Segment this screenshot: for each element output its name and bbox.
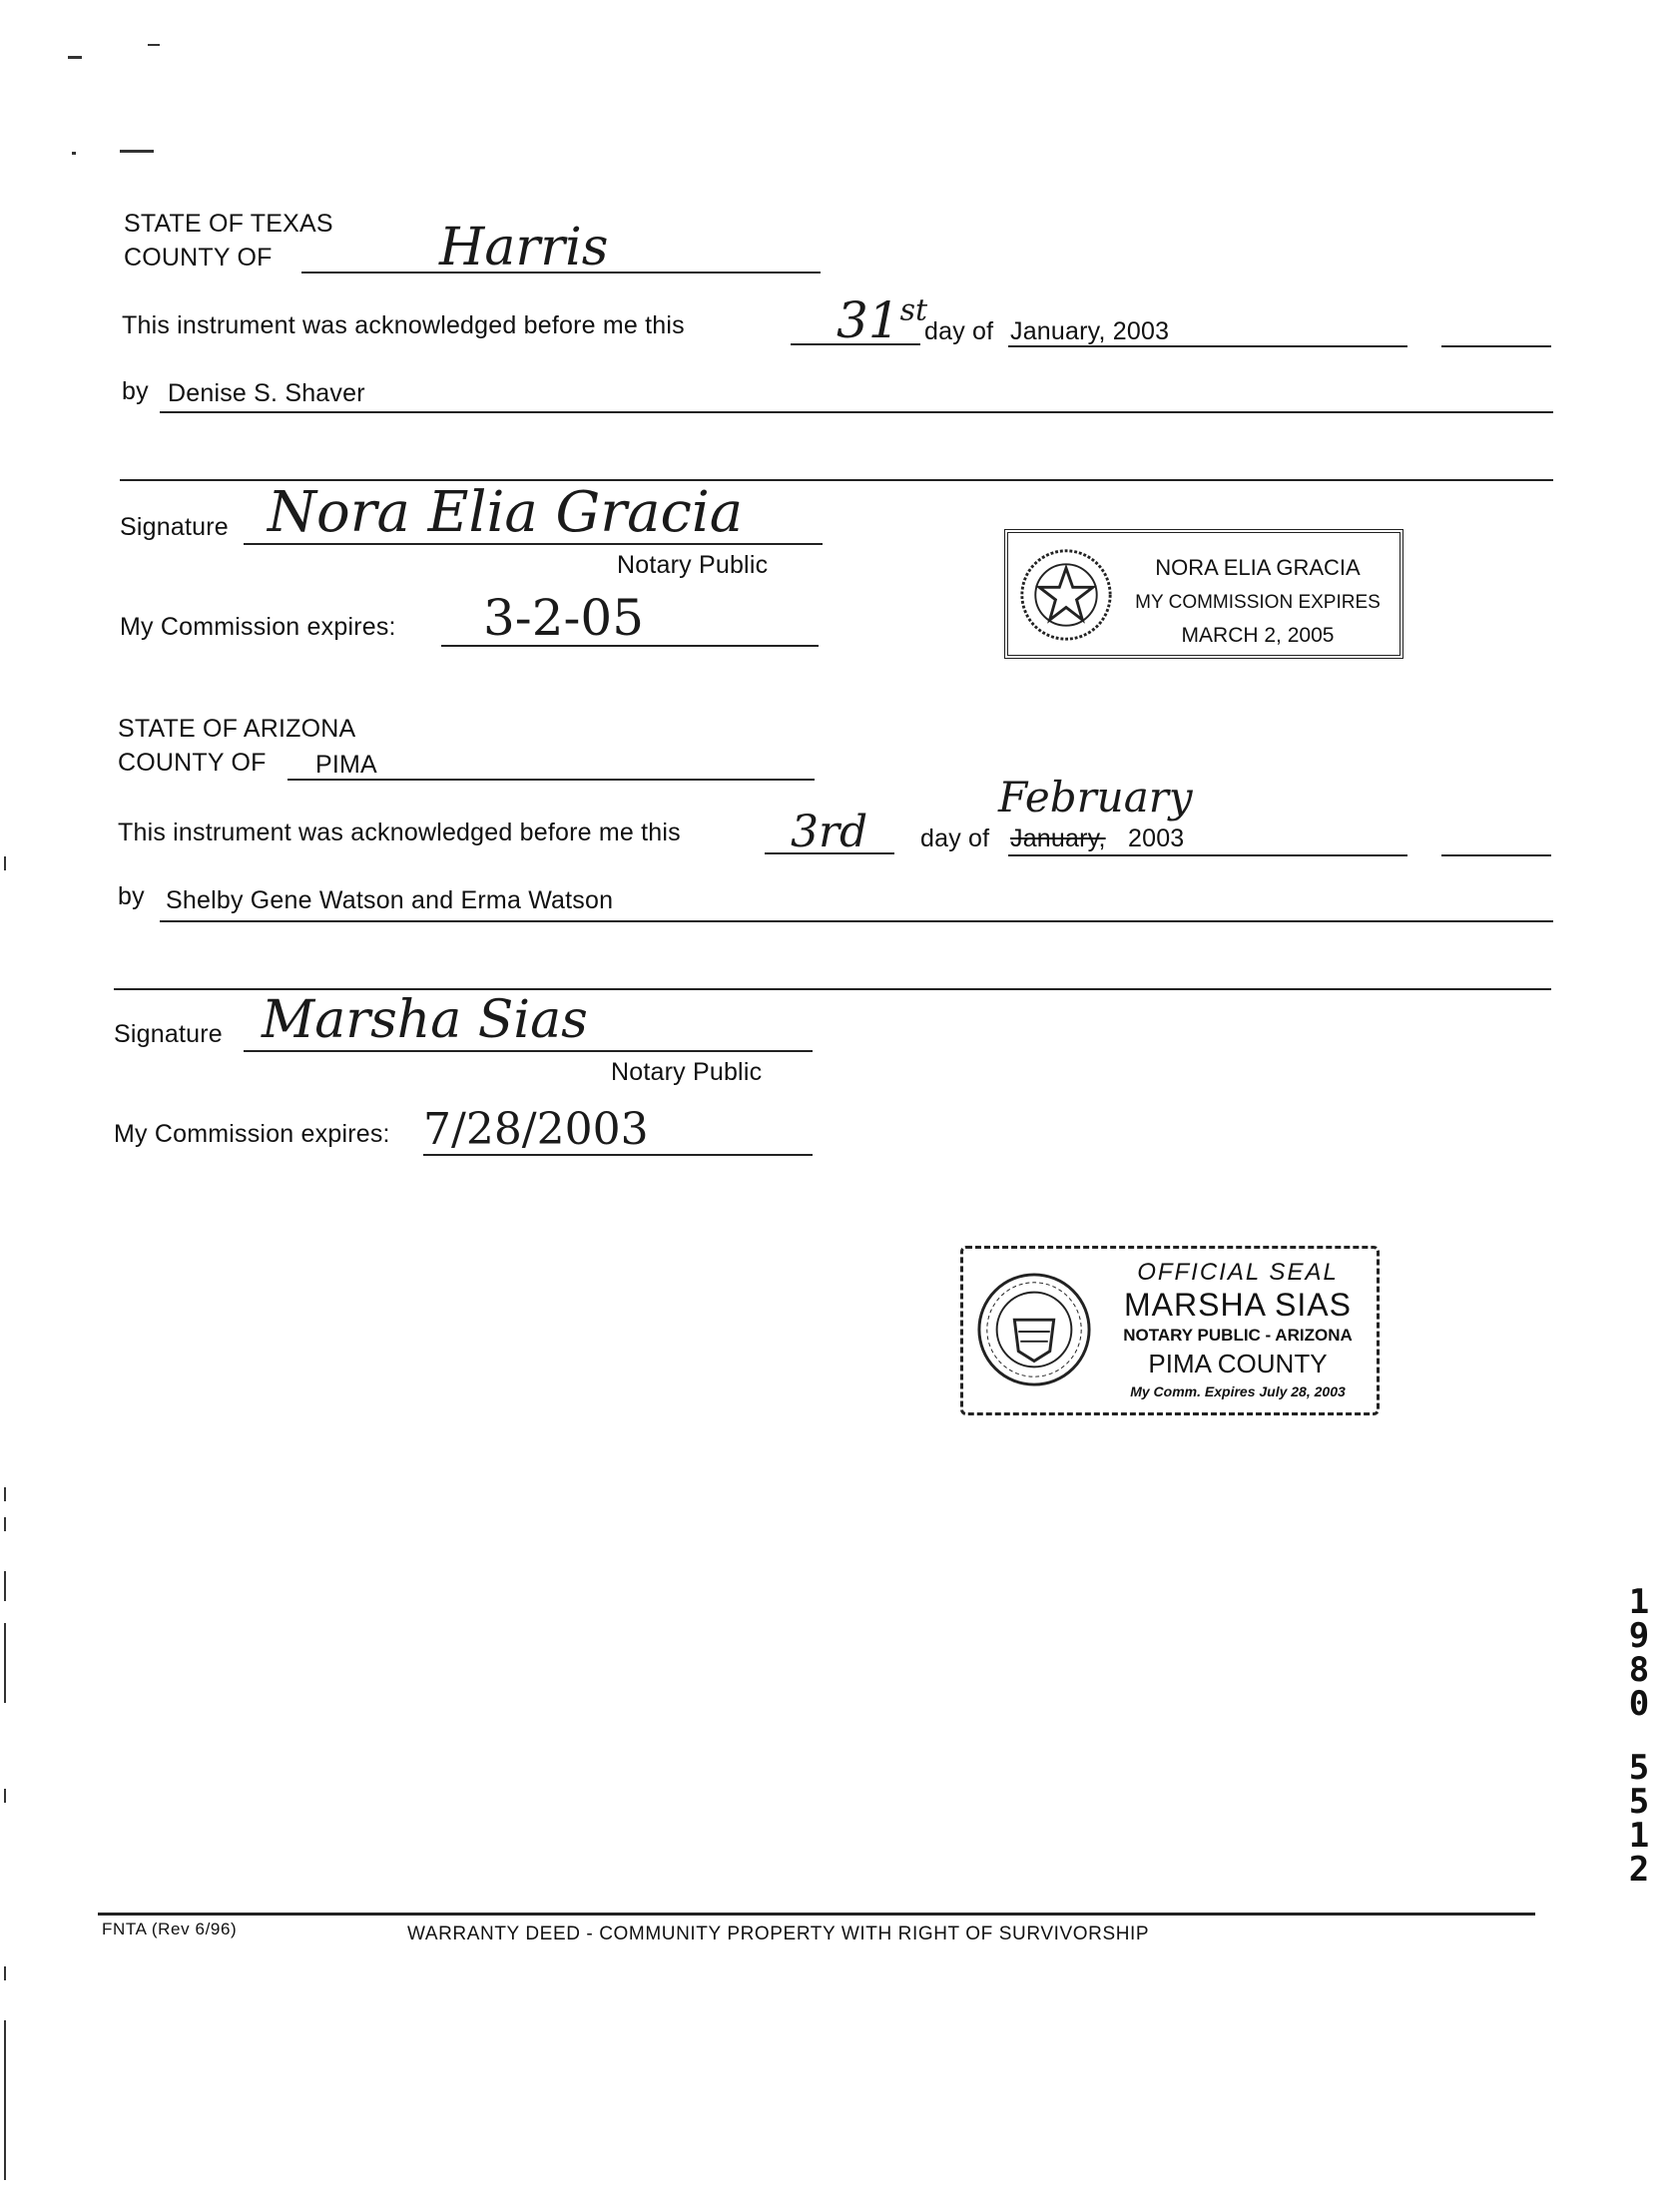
arizona-stamp-line1: OFFICIAL SEAL	[1137, 1259, 1339, 1286]
texas-date-line-end	[1441, 345, 1551, 347]
margin-mark	[4, 856, 6, 870]
arizona-by-label: by	[118, 882, 145, 910]
texas-by-name: Denise S. Shaver	[168, 379, 365, 407]
margin-mark	[4, 1966, 6, 1980]
texas-signature-handwritten: Nora Elia Gracia	[268, 480, 744, 545]
recording-digit: 2	[1628, 1850, 1650, 1890]
texas-stamp-date: MARCH 2, 2005	[1181, 624, 1335, 647]
arizona-commission-handwritten: 7/28/2003	[423, 1104, 649, 1155]
arizona-date-line	[1008, 854, 1407, 856]
arizona-by-line	[160, 920, 1553, 922]
arizona-stamp-line4: PIMA COUNTY	[1148, 1349, 1328, 1378]
arizona-stamp-line5: My Comm. Expires July 28, 2003	[1130, 1383, 1346, 1399]
recording-digit: 0	[1628, 1684, 1650, 1724]
arizona-day-handwritten: 3rd	[791, 807, 868, 857]
recording-digit: 8	[1628, 1650, 1650, 1690]
scan-speck	[148, 44, 160, 46]
arizona-year: 2003	[1128, 825, 1185, 852]
texas-commission-handwritten: 3-2-05	[483, 589, 645, 647]
scan-speck	[120, 150, 154, 153]
texas-day-of-label: day of	[924, 317, 994, 345]
arizona-county-line	[287, 779, 815, 781]
recording-number-vertical	[1619, 1582, 1659, 1890]
texas-by-label: by	[122, 377, 149, 405]
margin-mark	[4, 1487, 6, 1501]
texas-month-year: January, 2003	[1010, 317, 1170, 345]
arizona-day-line	[765, 852, 894, 854]
arizona-ack-text: This instrument was acknowledged before me this	[118, 819, 681, 846]
arizona-county-value: PIMA	[315, 751, 377, 779]
texas-stamp-line2: MY COMMISSION EXPIRES	[1135, 592, 1381, 613]
texas-county-handwritten: Harris	[439, 218, 609, 277]
footer-document-title: WARRANTY DEED - COMMUNITY PROPERTY WITH RIGHT OF SURVIVORSHIP	[407, 1924, 1150, 1944]
margin-mark	[4, 1517, 6, 1531]
arizona-state-heading: STATE OF ARIZONA	[118, 715, 356, 743]
arizona-signature-line	[244, 1050, 813, 1052]
arizona-month-handwritten: February	[998, 773, 1193, 822]
scan-speck	[68, 56, 82, 59]
recording-digit: 1	[1628, 1816, 1650, 1856]
margin-mark	[4, 1789, 6, 1803]
margin-mark	[4, 1623, 6, 1703]
texas-ack-text: This instrument was acknowledged before me this	[122, 311, 685, 339]
arizona-date-line-end	[1441, 854, 1551, 856]
arizona-notary-label: Notary Public	[611, 1058, 763, 1086]
arizona-month-struck: January,	[1010, 825, 1106, 852]
texas-state-heading: STATE OF TEXAS	[124, 210, 333, 238]
scan-speck	[72, 152, 76, 155]
texas-stamp-name: NORA ELIA GRACIA	[1155, 555, 1361, 580]
recording-digit: 1	[1628, 1582, 1650, 1622]
texas-by-line	[160, 411, 1553, 413]
arizona-signature-handwritten: Marsha Sias	[262, 990, 588, 1050]
recording-digit: 5	[1628, 1748, 1650, 1788]
texas-day-handwritten: 31st	[837, 291, 928, 349]
texas-notary-stamp	[1004, 529, 1403, 659]
arizona-seal-icon	[975, 1271, 1093, 1388]
arizona-day-of-label: day of	[920, 825, 990, 852]
footer-form-id: FNTA (Rev 6/96)	[102, 1920, 238, 1938]
footer-rule	[98, 1913, 1535, 1916]
texas-date-line	[1008, 345, 1407, 347]
arizona-stamp-line2: MARSHA SIAS	[1124, 1287, 1352, 1323]
texas-notary-label: Notary Public	[617, 551, 769, 579]
margin-mark	[4, 1571, 6, 1601]
texas-signature-label: Signature	[120, 513, 229, 541]
arizona-stamp-line3: NOTARY PUBLIC - ARIZONA	[1123, 1326, 1353, 1345]
arizona-official-seal-stamp	[960, 1246, 1380, 1415]
margin-mark	[4, 2020, 6, 2180]
texas-commission-label: My Commission expires:	[120, 613, 396, 641]
arizona-signature-label: Signature	[114, 1020, 223, 1048]
arizona-by-name: Shelby Gene Watson and Erma Watson	[166, 886, 614, 914]
texas-seal-icon	[1018, 547, 1114, 643]
recording-digit: 9	[1628, 1616, 1650, 1656]
arizona-commission-label: My Commission expires:	[114, 1120, 390, 1148]
arizona-county-label: COUNTY OF	[118, 749, 267, 777]
recording-digit: 5	[1628, 1782, 1650, 1822]
texas-county-label: COUNTY OF	[124, 244, 273, 272]
